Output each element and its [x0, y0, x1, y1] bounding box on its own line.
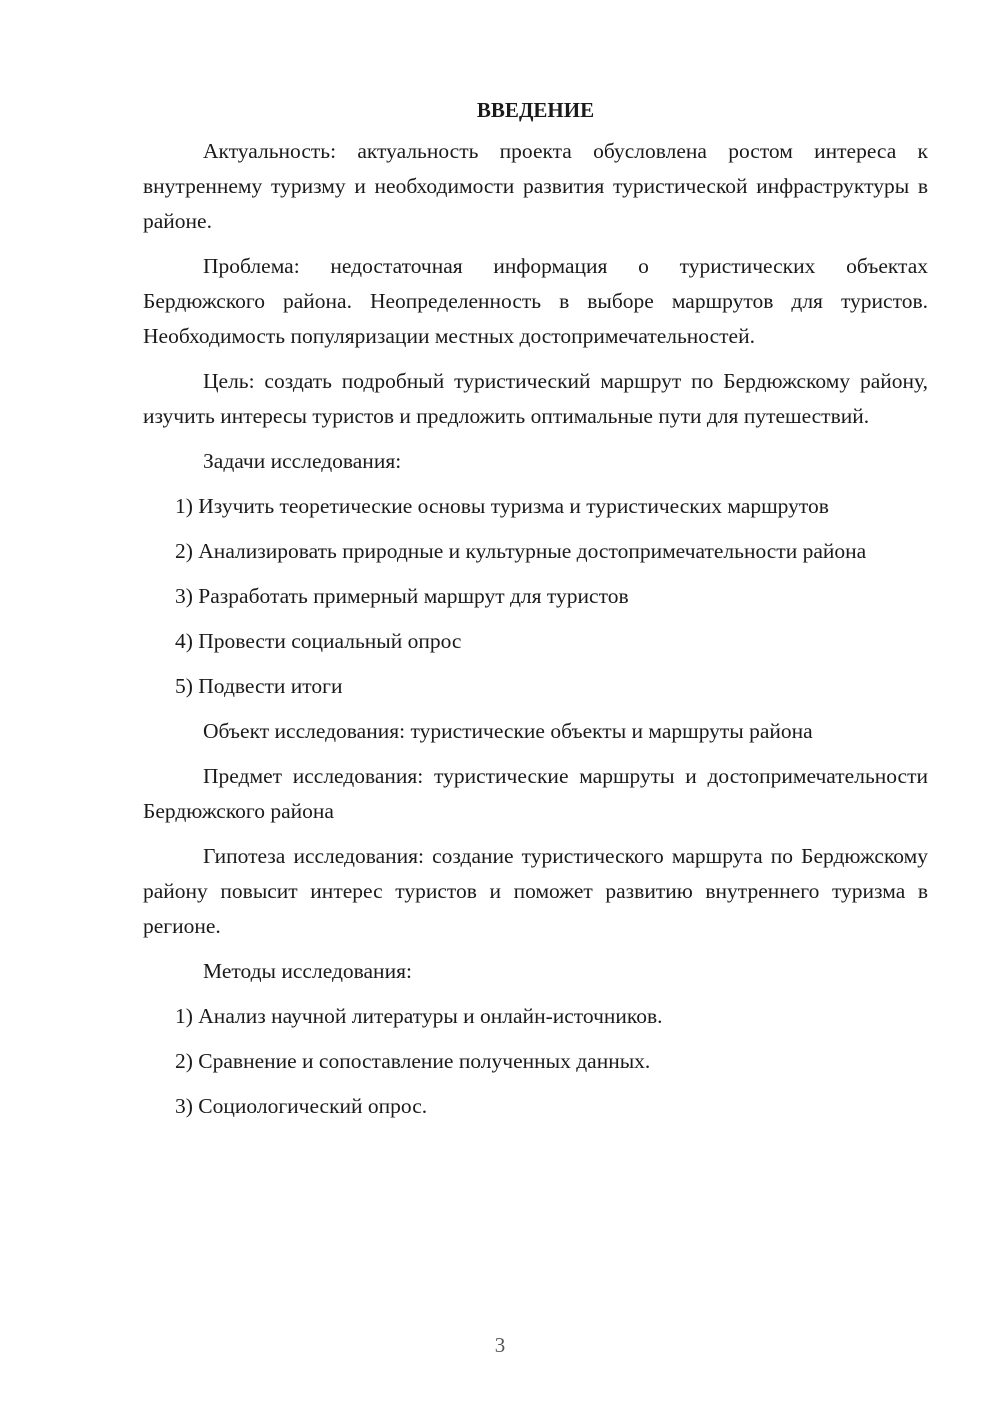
method-item-1: 1) Анализ научной литературы и онлайн-источников.: [175, 1004, 663, 1028]
task-item-3: 3) Разработать примерный маршрут для туристов: [175, 584, 629, 608]
subject-paragraph: Предмет исследования: туристические маршруты и достопримечательности Бердюжского района: [143, 764, 928, 823]
method-item-3: 3) Социологический опрос.: [175, 1094, 428, 1118]
document-page: [143, 96, 928, 1134]
task-item-2: 2) Анализировать природные и культурные достопримечательности района: [175, 539, 867, 563]
object-paragraph: Объект исследования: туристические объекты и маршруты района: [203, 719, 813, 743]
task-item-1: 1) Изучить теоретические основы туризма и туристических маршрутов: [175, 494, 829, 518]
section-title: ВВЕДЕНИЕ: [476, 98, 595, 122]
hypothesis-paragraph: Гипотеза исследования: создание туристического маршрута по Бердюжскому району повысит интерес туристов и поможет развитию внутреннего туризма в регионе.: [143, 844, 928, 938]
task-item-5: 5) Подвести итоги: [175, 674, 343, 698]
problem-paragraph: Проблема: недостаточная информация о туристических объектах Бердюжского района. Неопределенность в выборе маршрутов для туристов. Необходимость популяризации местных достопримечательностей.: [143, 254, 928, 348]
method-item-2: 2) Сравнение и сопоставление полученных данных.: [175, 1049, 651, 1073]
relevance-paragraph: Актуальность: актуальность проекта обусловлена ростом интереса к внутреннему туризму и необходимости развития туристической инфраструктуры в районе.: [143, 139, 928, 233]
page-number: 3: [494, 1333, 506, 1357]
methods-heading: Методы исследования:: [203, 959, 412, 983]
task-item-4: 4) Провести социальный опрос: [175, 629, 462, 653]
tasks-heading: Задачи исследования:: [203, 449, 402, 473]
goal-paragraph: Цель: создать подробный туристический маршрут по Бердюжскому району, изучить интересы туристов и предложить оптимальные пути для путешествий.: [143, 369, 928, 428]
